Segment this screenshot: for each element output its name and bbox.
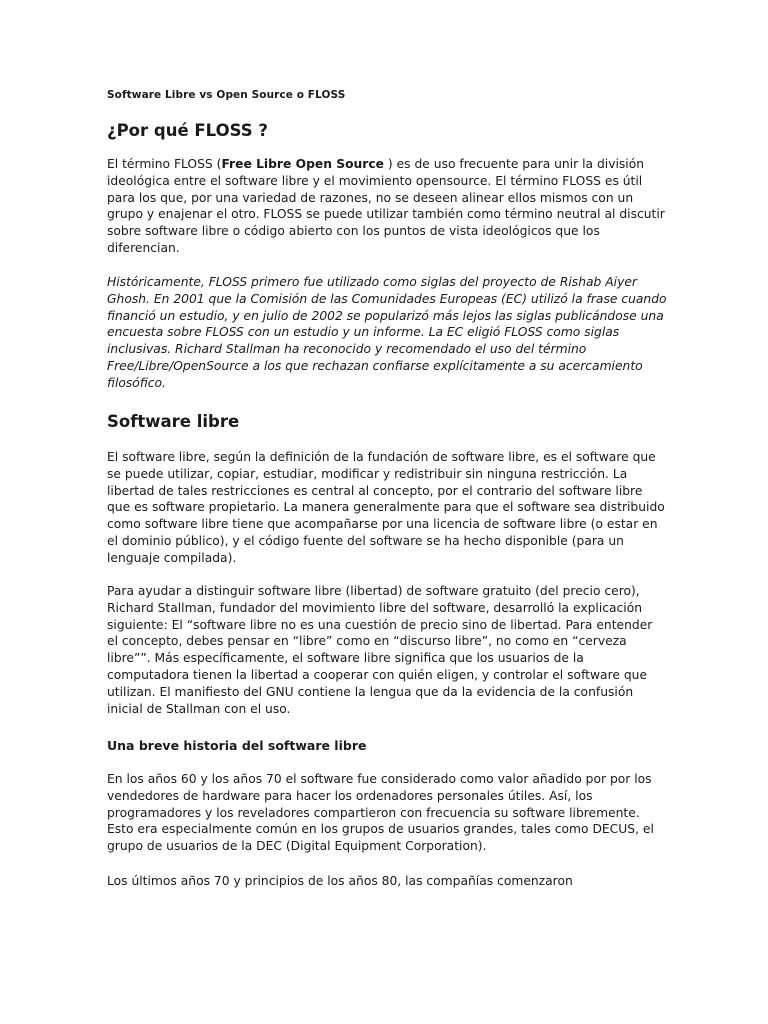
bold-term-free-libre-open-source: Free Libre Open Source — [221, 157, 384, 171]
paragraph-historia-70s-80s: Los últimos años 70 y principios de los años 80, las compañías comenzaron — [107, 874, 573, 888]
paragraph-text: El término FLOSS ( — [107, 157, 222, 171]
document-title: Software Libre vs Open Source o FLOSS — [107, 89, 346, 101]
section-heading-software-libre: Software libre — [107, 412, 240, 431]
paragraph-software-libre-definition: El software libre, según la definición de la fundación de software libre, es el software que se puede utilizar, copiar, estudiar, modificar y redistribuir sin ninguna restricción. La libertad de tales restricciones es central al concepto, por el contrario del software libre que es software propietario. La manera generalmente para que el software sea distribuido como software libre tiene que acompañarse por una licencia de software libre (o estar en el dominio público), y el código fuente del software se ha hecho disponible (para un lenguaje compilada). — [107, 450, 665, 565]
paragraph-floss-definition — [107, 156, 667, 257]
section-heading-breve-historia: Una breve historia del software libre — [107, 738, 367, 753]
paragraph-text: ) es de uso frecuente para unir la división ideológica entre el software libre y el movimiento opensource. El término FLOSS es útil para los que, por una variedad de razones, no se deseen alinear ellos mismos con un grupo y enajenar el otro. FLOSS se puede utilizar también como término neutral al discutir sobre software libre o código abierto con los puntos de vista ideológicos que los diferencian. — [107, 157, 665, 255]
paragraph-stallman-explanation: Para ayudar a distinguir software libre (libertad) de software gratuito (del precio cero), Richard Stallman, fundador del movimiento libre del software, desarrolló la explicación siguiente: El “software libre no es una cuestión de precio sino de libertad. Para entender el concepto, debes pensar en “libre” como en “discurso libre”, no como en “cerveza libre””. Más específicamente, el software libre significa que los usuarios de la computadora tienen la libertad a cooperar con quién eligen, y controlar el software que utilizan. El manifiesto del GNU contiene la lengua que da la evidencia de la confusión inicial de Stallman con el uso. — [107, 584, 653, 716]
section-heading-por-que-floss: ¿Por qué FLOSS ? — [107, 121, 268, 140]
paragraph-historia-60s-70s: En los años 60 y los años 70 el software fue considerado como valor añadido por por los vendedores de hardware para hacer los ordenadores personales útiles. Así, los programadores y los reveladores compartieron con frecuencia su software libremente. Esto era especialmente común en los grupos de usuarios grandes, tales como DECUS, el grupo de usuarios de la DEC (Digital Equipment Corporation). — [107, 772, 654, 854]
paragraph-floss-history: Históricamente, FLOSS primero fue utilizado como siglas del proyecto de Rishab Aiyer Ghosh. En 2001 que la Comisión de las Comunidades Europeas (EC) utilizó la frase cuando financió un estudio, y en julio de 2002 se popularizó más lejos las siglas publicándose una encuesta sobre FLOSS con un estudio y un informe. La EC eligió FLOSS como siglas inclusivas. Richard Stallman ha reconocido y recomendado el uso del término Free/Libre/OpenSource a los que rechazan confiarse explícitamente a su acercamiento filosófico. — [107, 275, 667, 390]
